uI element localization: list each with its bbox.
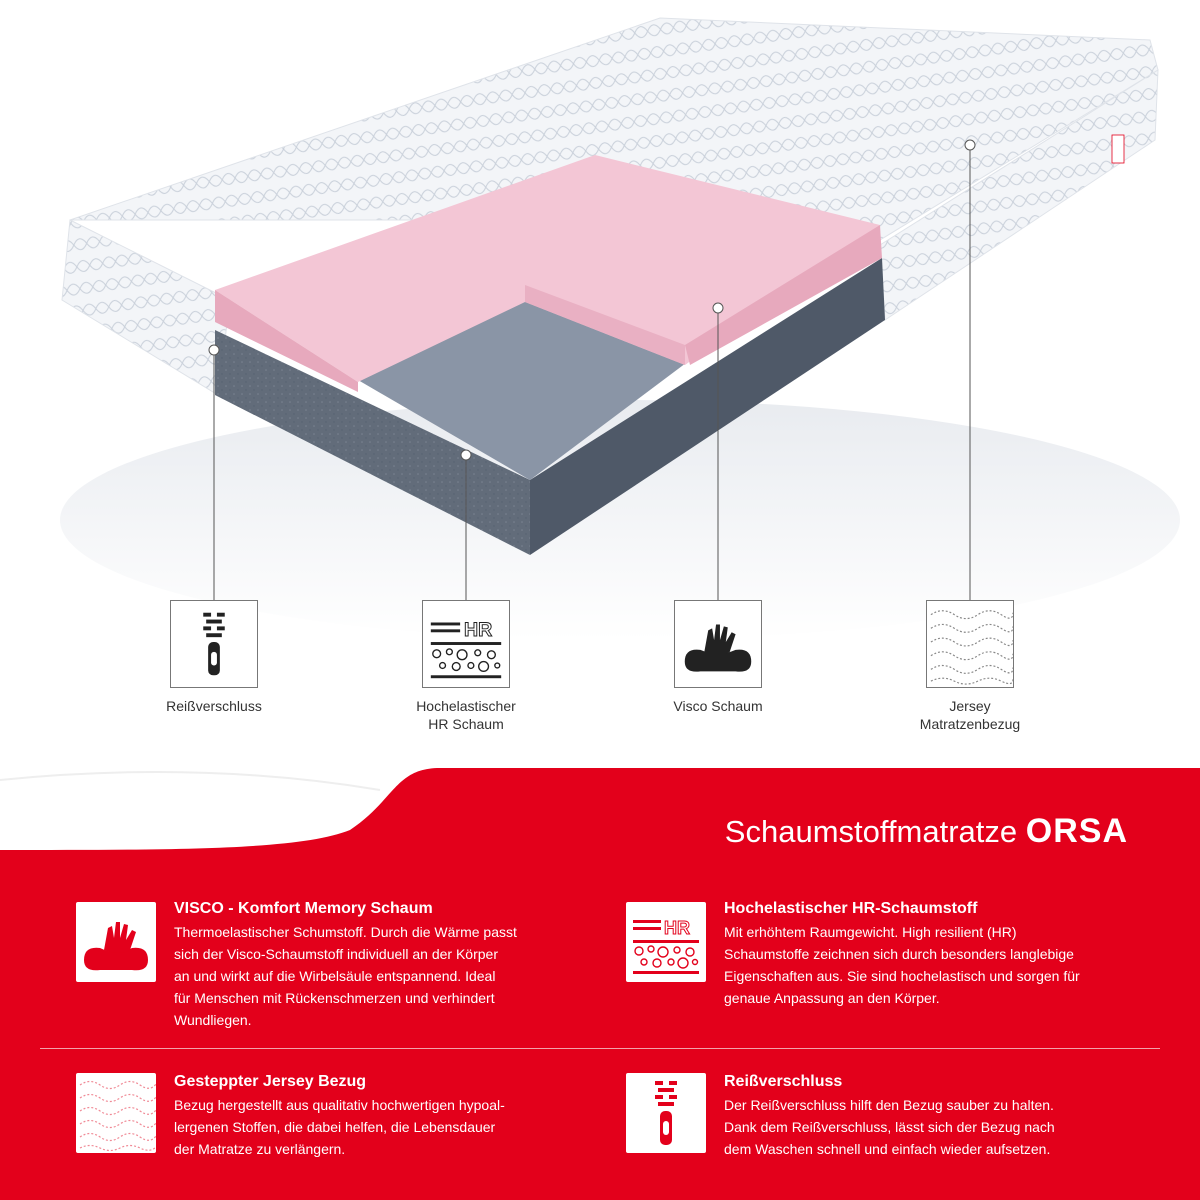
hr-foam-icon xyxy=(626,902,706,982)
callout-label-zipper: Reißverschluss xyxy=(166,698,262,714)
feature-jersey-text xyxy=(174,1094,505,1160)
jersey-wave-icon xyxy=(76,1073,156,1153)
feature-hr-text xyxy=(724,921,1080,1009)
callout-label-jersey-line1: Jersey xyxy=(949,698,991,714)
feature-hr-line: Schaumstoffe zeichnen sich durch besonders langlebige xyxy=(724,946,1074,962)
feature-hr-line: Eigenschaften aus. Sie sind hochelastisch und sorgen für xyxy=(724,968,1080,984)
feature-jersey-icon-card xyxy=(76,1073,156,1153)
feature-visco-line: an und wirkt auf die Wirbelsäule entspannend. Ideal xyxy=(174,968,496,984)
feature-visco-line: für Menschen mit Rückenschmerzen und verhindert xyxy=(174,990,495,1006)
feature-zipper-line: dem Waschen schnell und einfach wieder aufsetzen. xyxy=(724,1141,1051,1157)
feature-hr-line: genaue Anpassung an den Körper. xyxy=(724,990,940,1006)
feature-zipper-icon-card xyxy=(626,1073,706,1153)
feature-jersey-line: Bezug hergestellt aus qualitativ hochwertigen hypoal- xyxy=(174,1097,505,1113)
product-title-prefix: Schaumstoffmatratze xyxy=(724,814,1018,849)
feature-jersey-line: der Matratze zu verlängern. xyxy=(174,1141,346,1157)
feature-jersey-title: Gesteppter Jersey Bezug xyxy=(174,1073,367,1090)
feature-visco-line: sich der Visco-Schaumstoff individuell an der Körper xyxy=(174,946,498,962)
feature-hr-title: Hochelastischer HR-Schaumstoff xyxy=(724,900,978,917)
feature-visco-text xyxy=(174,921,517,1031)
section-divider xyxy=(40,1048,1160,1049)
feature-visco-line: Thermoelastischer Schumstoff. Durch die Wärme passt xyxy=(174,924,517,940)
feature-jersey-line: lergenen Stoffen, die dabei helfen, die Lebensdauer xyxy=(174,1119,496,1135)
feature-zipper-text xyxy=(724,1094,1055,1160)
callout-label-hr-line2: HR Schaum xyxy=(428,716,504,732)
svg-text:HR: HR xyxy=(664,918,690,938)
product-title-name: ORSA xyxy=(1025,812,1128,850)
visco-hand-icon xyxy=(76,902,156,982)
callout-label-visco: Visco Schaum xyxy=(673,698,763,714)
feature-visco-title: VISCO - Komfort Memory Schaum xyxy=(174,900,433,917)
feature-zipper-line: Der Reißverschluss hilft den Bezug sauber zu halten. xyxy=(724,1097,1054,1113)
feature-visco-line: Wundliegen. xyxy=(174,1012,252,1028)
callout-label-hr-line1: Hochelastischer xyxy=(416,698,516,714)
feature-hr-line: Mit erhöhtem Raumgewicht. High resilient (HR) xyxy=(724,924,1017,940)
feature-visco-icon-card xyxy=(76,902,156,982)
svg-text:HR: HR xyxy=(464,619,493,642)
zipper-icon xyxy=(626,1073,706,1153)
feature-zipper-title: Reißverschluss xyxy=(724,1073,843,1090)
callout-label-jersey-line2: Matratzenbezug xyxy=(919,716,1021,732)
feature-zipper-line: Dank dem Reißverschluss, lässt sich der Bezug nach xyxy=(724,1119,1055,1135)
product-title xyxy=(725,812,1128,851)
feature-hr-icon-card xyxy=(626,902,706,982)
